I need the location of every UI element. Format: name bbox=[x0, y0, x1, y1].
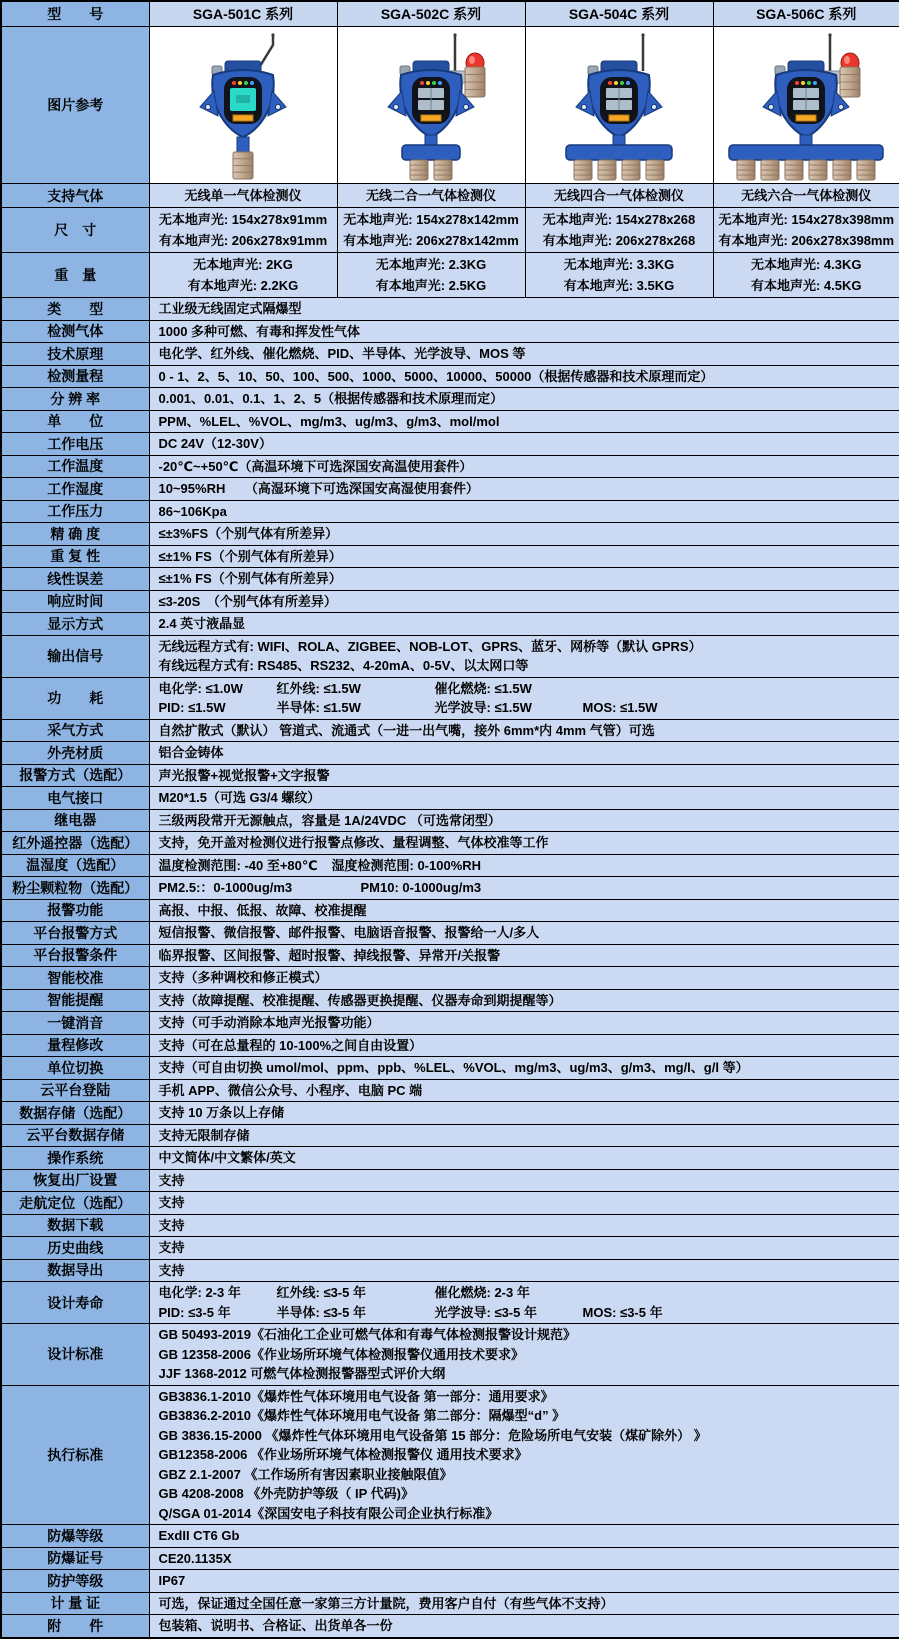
value-line: ≤±1% FS（个别气体有所差异） bbox=[158, 548, 342, 564]
value-line: 工业级无线固定式隔爆型 bbox=[158, 301, 302, 316]
model-column-header: SGA-506C 系列 bbox=[713, 1, 899, 27]
row-label: 平台报警方式 bbox=[1, 922, 149, 945]
compare-cell bbox=[337, 208, 525, 253]
row-value bbox=[149, 1615, 899, 1638]
row-value bbox=[149, 388, 899, 411]
spec-row bbox=[1, 1570, 899, 1593]
value-segment: 光学波导: ≤1.5W bbox=[434, 700, 532, 715]
value-line: 短信报警、微信报警、邮件报警、电脑语音报警、报警给一人/多人 bbox=[158, 925, 540, 940]
row-value bbox=[149, 478, 899, 501]
row-value bbox=[149, 1169, 899, 1192]
spec-row bbox=[1, 1547, 899, 1570]
row-label: 设计标准 bbox=[1, 1324, 149, 1386]
value-line: 支持无限制存储 bbox=[158, 1127, 250, 1143]
row-value bbox=[149, 1102, 899, 1125]
row-value bbox=[149, 787, 899, 810]
value-line: M20*1.5（可选 G3/4 螺纹） bbox=[158, 790, 321, 805]
cell-line: 有本地声光: 206x278x142mm bbox=[343, 233, 519, 248]
row-label: 线性误差 bbox=[1, 568, 149, 591]
row-value bbox=[149, 410, 899, 433]
row-value bbox=[149, 677, 899, 719]
model-column-header: SGA-504C 系列 bbox=[525, 1, 713, 27]
row-value bbox=[149, 613, 899, 636]
spec-row bbox=[1, 1385, 899, 1525]
value-line bbox=[159, 856, 891, 876]
row-label: 附 件 bbox=[1, 1615, 149, 1638]
value-segment: PID: ≤3-5 年 bbox=[158, 1304, 231, 1320]
value-line: -20℃~+50℃（高温环境下可选深国安高温使用套件） bbox=[158, 458, 473, 474]
row-value bbox=[149, 742, 899, 765]
value-line: GB 3836.15-2000 《爆炸性气体环境用电气设备第 15 部分：危险场所电气安装（煤矿除外） 》 bbox=[158, 1427, 707, 1443]
row-label: 响应时间 bbox=[1, 590, 149, 613]
row-value bbox=[149, 545, 899, 568]
row-value bbox=[149, 298, 899, 321]
value-segment: PID: ≤1.5W bbox=[158, 700, 226, 715]
row-value bbox=[149, 1057, 899, 1080]
row-label: 量程修改 bbox=[1, 1034, 149, 1057]
spec-row bbox=[1, 1124, 899, 1147]
row-label: 温湿度（选配） bbox=[1, 854, 149, 877]
value-segment: 半导体: ≤3-5 年 bbox=[276, 1304, 366, 1320]
value-line: CE20.1135X bbox=[158, 1550, 232, 1566]
cell-line: 无本地声光: 154x278x268 bbox=[542, 212, 696, 227]
row-value bbox=[149, 500, 899, 523]
spec-row bbox=[1, 298, 899, 321]
row-label: 一键消音 bbox=[1, 1012, 149, 1035]
row-label: 历史曲线 bbox=[1, 1237, 149, 1260]
value-line: 支持（可自由切换 umol/mol、ppm、ppb、%LEL、%VOL、mg/m3、ug/m3、g/m3、mg/l、g/l 等） bbox=[158, 1060, 749, 1075]
value-line: 铝合金铸体 bbox=[158, 745, 224, 760]
spec-row bbox=[1, 1592, 899, 1615]
compare-cell bbox=[713, 253, 899, 298]
product-image-cell-sga-504c bbox=[525, 27, 713, 184]
value-segment: PM10: 0-1000ug/m3 bbox=[360, 880, 482, 895]
compare-row bbox=[1, 208, 899, 253]
spec-row bbox=[1, 388, 899, 411]
spec-row bbox=[1, 1034, 899, 1057]
row-value bbox=[149, 523, 899, 546]
product-image-cell-sga-506c bbox=[713, 27, 899, 184]
value-line: GB3836.2-2010《爆炸性气体环境用电气设备 第二部分：隔爆型“d” 》 bbox=[158, 1408, 566, 1423]
value-line: Q/SGA 01-2014《深国安电子科技有限公司企业执行标准》 bbox=[158, 1505, 499, 1521]
value-line: 支持，免开盖对检测仪进行报警点修改、量程调整、气体校准等工作 bbox=[158, 835, 549, 850]
value-line: ≤3-20S （个别气体有所差异） bbox=[158, 593, 337, 609]
value-line: 自然扩散式（默认） 管道式、流通式（一进一出气嘴，接外 6mm*内 4mm 气管）可选 bbox=[158, 722, 655, 738]
value-line: IP67 bbox=[158, 1573, 186, 1588]
row-value bbox=[149, 455, 899, 478]
spec-row bbox=[1, 922, 899, 945]
row-label: 重 量 bbox=[1, 253, 149, 298]
row-label: 智能提醒 bbox=[1, 989, 149, 1012]
spec-row bbox=[1, 742, 899, 765]
spec-row bbox=[1, 764, 899, 787]
row-label: 工作湿度 bbox=[1, 478, 149, 501]
value-segment: 红外线: ≤1.5W bbox=[276, 680, 361, 696]
cell-line: 有本地声光: 2.5KG bbox=[375, 278, 487, 293]
value-line: 高报、中报、低报、故障、校准提醒 bbox=[158, 902, 367, 918]
spec-row bbox=[1, 719, 899, 742]
row-label: 检测气体 bbox=[1, 320, 149, 343]
value-line bbox=[159, 1283, 891, 1303]
row-label: 恢复出厂设置 bbox=[1, 1169, 149, 1192]
value-line: 支持 bbox=[158, 1240, 185, 1255]
row-value bbox=[149, 1079, 899, 1102]
value-segment: MOS: ≤1.5W bbox=[582, 700, 658, 715]
spec-row bbox=[1, 1237, 899, 1260]
spec-row bbox=[1, 568, 899, 591]
row-value bbox=[149, 1034, 899, 1057]
cell-line: 有本地声光: 206x278x268 bbox=[542, 233, 696, 248]
value-line: 0.001、0.01、0.1、1、2、5（根据传感器和技术原理而定） bbox=[158, 391, 504, 406]
value-segment: MOS: ≤3-5 年 bbox=[582, 1304, 663, 1320]
row-value bbox=[149, 832, 899, 855]
cell-line: 无线二合一气体检测仪 bbox=[365, 188, 496, 203]
row-label: 云平台登陆 bbox=[1, 1079, 149, 1102]
row-label: 计 量 证 bbox=[1, 1592, 149, 1615]
spec-row bbox=[1, 1615, 899, 1638]
row-label: 报警功能 bbox=[1, 899, 149, 922]
spec-row bbox=[1, 365, 899, 388]
row-label: 防爆证号 bbox=[1, 1547, 149, 1570]
row-value bbox=[149, 1324, 899, 1386]
value-line bbox=[159, 1303, 891, 1323]
compare-cell bbox=[337, 184, 525, 208]
value-segment: PM2.5:：0-1000ug/m3 bbox=[158, 880, 293, 895]
row-label: 操作系统 bbox=[1, 1147, 149, 1170]
value-line: ≤±3%FS（个别气体有所差异） bbox=[158, 526, 339, 541]
value-line: 手机 APP、微信公众号、小程序、电脑 PC 端 bbox=[158, 1082, 423, 1098]
spec-row bbox=[1, 809, 899, 832]
model-column-header: SGA-501C 系列 bbox=[149, 1, 337, 27]
value-segment: 温度检测范围: -40 至+80℃ bbox=[158, 857, 318, 873]
product-image-cell-sga-502c bbox=[337, 27, 525, 184]
row-label: 继电器 bbox=[1, 809, 149, 832]
cell-line: 无线四合一气体检测仪 bbox=[553, 188, 684, 203]
row-label: 功 耗 bbox=[1, 677, 149, 719]
cell-line: 有本地声光: 4.5KG bbox=[750, 278, 862, 293]
value-line bbox=[159, 698, 891, 718]
row-value bbox=[149, 568, 899, 591]
compare-cell bbox=[525, 253, 713, 298]
row-label: 数据下载 bbox=[1, 1214, 149, 1237]
model-header-row bbox=[1, 1, 899, 27]
row-label: 尺 寸 bbox=[1, 208, 149, 253]
row-value bbox=[149, 433, 899, 456]
row-value bbox=[149, 944, 899, 967]
compare-cell bbox=[337, 253, 525, 298]
value-line: 可选，保证通过全国任意一家第三方计量院，费用客户自付（有些气体不支持） bbox=[158, 1595, 614, 1611]
spec-row bbox=[1, 1324, 899, 1386]
product-illustration-SGA-501C bbox=[155, 31, 331, 181]
cell-line: 有本地声光: 206x278x91mm bbox=[158, 233, 328, 248]
row-value bbox=[149, 343, 899, 366]
spec-row bbox=[1, 613, 899, 636]
row-value bbox=[149, 1012, 899, 1035]
compare-cell bbox=[149, 253, 337, 298]
value-line: 86~106Kpa bbox=[158, 503, 227, 519]
image-row-label: 图片参考 bbox=[1, 27, 149, 184]
row-value bbox=[149, 719, 899, 742]
row-label: 外壳材质 bbox=[1, 742, 149, 765]
value-segment: 电化学: 2-3 年 bbox=[158, 1285, 241, 1300]
spec-row bbox=[1, 545, 899, 568]
value-line: 支持（故障提醒、校准提醒、传感器更换提醒、仪器寿命到期提醒等） bbox=[158, 992, 562, 1008]
value-segment: 光学波导: ≤3-5 年 bbox=[434, 1304, 537, 1320]
value-line: 有线远程方式有: RS485、RS232、4-20mA、0-5V、以太网口等 bbox=[158, 658, 529, 673]
value-line: DC 24V（12-30V） bbox=[158, 436, 272, 451]
row-value bbox=[149, 1385, 899, 1525]
value-line: 支持 bbox=[158, 1195, 185, 1210]
value-line: GB3836.1-2010《爆炸性气体环境用电气设备 第一部分：通用要求》 bbox=[158, 1388, 554, 1404]
spec-row bbox=[1, 343, 899, 366]
value-line: 支持 bbox=[158, 1172, 185, 1188]
value-line: GB 4208-2008 《外壳防护等级（ IP 代码)》 bbox=[158, 1486, 414, 1501]
value-segment: 催化燃烧: ≤1.5W bbox=[434, 680, 532, 696]
spec-row bbox=[1, 1282, 899, 1324]
row-label: 工作电压 bbox=[1, 433, 149, 456]
row-label: 采气方式 bbox=[1, 719, 149, 742]
row-label: 执行标准 bbox=[1, 1385, 149, 1525]
cell-line: 无本地声光: 2.3KG bbox=[375, 257, 487, 272]
value-line: 支持（可在总量程的 10-100%之间自由设置） bbox=[158, 1037, 423, 1053]
row-label: 重 复 性 bbox=[1, 545, 149, 568]
value-line: 2.4 英寸液晶显 bbox=[158, 616, 246, 631]
compare-cell bbox=[525, 208, 713, 253]
product-illustration-SGA-502C bbox=[343, 31, 519, 181]
row-label: 报警方式（选配） bbox=[1, 764, 149, 787]
value-line bbox=[159, 878, 891, 898]
compare-cell bbox=[713, 208, 899, 253]
model-column-header: SGA-502C 系列 bbox=[337, 1, 525, 27]
value-line: 电化学、红外线、催化燃烧、PID、半导体、光学波导、MOS 等 bbox=[158, 346, 526, 361]
row-label: 走航定位（选配） bbox=[1, 1192, 149, 1215]
value-line: 0 - 1、2、5、10、50、100、500、1000、5000、10000、50000（根据传感器和技术原理而定） bbox=[158, 368, 714, 384]
row-value bbox=[149, 1214, 899, 1237]
value-segment: 湿度检测范围: 0-100%RH bbox=[331, 857, 482, 873]
row-value bbox=[149, 1547, 899, 1570]
value-line: 支持 bbox=[158, 1217, 185, 1233]
cell-line: 无本地声光: 154x278x142mm bbox=[343, 212, 519, 227]
spec-row bbox=[1, 854, 899, 877]
value-segment: 半导体: ≤1.5W bbox=[276, 700, 361, 715]
value-line: ExdII CT6 Gb bbox=[158, 1528, 240, 1543]
row-label: 设计寿命 bbox=[1, 1282, 149, 1324]
spec-row bbox=[1, 1102, 899, 1125]
spec-row bbox=[1, 899, 899, 922]
row-label: 技术原理 bbox=[1, 343, 149, 366]
cell-line: 无本地声光: 2KG bbox=[193, 257, 293, 272]
value-line: 支持（可手动消除本地声光报警功能） bbox=[158, 1015, 380, 1030]
row-label: 工作温度 bbox=[1, 455, 149, 478]
spec-row bbox=[1, 635, 899, 677]
spec-row bbox=[1, 455, 899, 478]
value-line: 三级两段常开无源触点，容量是 1A/24VDC （可选常闭型） bbox=[158, 812, 501, 828]
compare-cell bbox=[713, 184, 899, 208]
spec-row bbox=[1, 1012, 899, 1035]
value-line: 支持 10 万条以上存储 bbox=[158, 1105, 285, 1120]
row-label: 检测量程 bbox=[1, 365, 149, 388]
compare-cell bbox=[525, 184, 713, 208]
image-row bbox=[1, 27, 899, 184]
spec-row bbox=[1, 677, 899, 719]
spec-row bbox=[1, 523, 899, 546]
spec-row bbox=[1, 1259, 899, 1282]
product-illustration-SGA-504C bbox=[531, 31, 707, 181]
value-line: JJF 1368-2012 可燃气体检测报警器型式评价大纲 bbox=[158, 1366, 446, 1381]
value-line: 支持 bbox=[158, 1262, 185, 1278]
spec-row bbox=[1, 944, 899, 967]
cell-line: 无线单一气体检测仪 bbox=[184, 188, 302, 203]
spec-row bbox=[1, 832, 899, 855]
spec-row bbox=[1, 877, 899, 900]
value-line bbox=[159, 679, 891, 699]
cell-line: 有本地声光: 3.5KG bbox=[563, 278, 675, 293]
spec-row bbox=[1, 1169, 899, 1192]
row-value bbox=[149, 967, 899, 990]
spec-row bbox=[1, 1192, 899, 1215]
value-line: PPM、%LEL、%VOL、mg/m3、ug/m3、g/m3、mol/mol bbox=[158, 413, 500, 429]
row-value bbox=[149, 1525, 899, 1548]
spec-row bbox=[1, 1147, 899, 1170]
value-segment: 红外线: ≤3-5 年 bbox=[276, 1285, 366, 1300]
row-value bbox=[149, 1259, 899, 1282]
value-line: 中文简体/中文繁体/英文 bbox=[158, 1150, 296, 1165]
cell-line: 无线六合一气体检测仪 bbox=[741, 188, 872, 203]
row-label: 平台报警条件 bbox=[1, 944, 149, 967]
cell-line: 无本地声光: 4.3KG bbox=[750, 257, 862, 272]
row-value bbox=[149, 989, 899, 1012]
row-value bbox=[149, 899, 899, 922]
row-value bbox=[149, 922, 899, 945]
row-value bbox=[149, 764, 899, 787]
row-label: 类 型 bbox=[1, 298, 149, 321]
row-value bbox=[149, 635, 899, 677]
row-label: 粉尘颗粒物（选配） bbox=[1, 877, 149, 900]
row-label: 单位切换 bbox=[1, 1057, 149, 1080]
row-label: 防护等级 bbox=[1, 1570, 149, 1593]
row-value bbox=[149, 365, 899, 388]
row-value bbox=[149, 1237, 899, 1260]
row-label: 红外遥控器（选配） bbox=[1, 832, 149, 855]
compare-row bbox=[1, 184, 899, 208]
row-label: 云平台数据存储 bbox=[1, 1124, 149, 1147]
value-line: GBZ 2.1-2007 《工作场所有害因素职业接触限值》 bbox=[158, 1466, 453, 1482]
value-line: 支持（多种调校和修正模式） bbox=[158, 970, 328, 985]
compare-cell bbox=[149, 184, 337, 208]
spec-row bbox=[1, 1214, 899, 1237]
row-value bbox=[149, 1282, 899, 1324]
row-label: 支持气体 bbox=[1, 184, 149, 208]
spec-row bbox=[1, 787, 899, 810]
model-row-label: 型 号 bbox=[1, 1, 149, 27]
spec-row bbox=[1, 1079, 899, 1102]
row-label: 分 辨 率 bbox=[1, 388, 149, 411]
product-image-cell-sga-501c bbox=[149, 27, 337, 184]
spec-row bbox=[1, 478, 899, 501]
cell-line: 无本地声光: 154x278x398mm bbox=[718, 212, 895, 227]
cell-line: 无本地声光: 3.3KG bbox=[563, 257, 675, 272]
value-segment: 电化学: ≤1.0W bbox=[158, 680, 243, 696]
value-line: 无线远程方式有: WIFI、ROLA、ZIGBEE、NOB-LOT、GPRS、蓝牙、网桥等（默认 GPRS） bbox=[158, 638, 702, 654]
value-line: 包装箱、说明书、合格证、出货单各一份 bbox=[158, 1618, 393, 1633]
row-value bbox=[149, 320, 899, 343]
row-value bbox=[149, 1147, 899, 1170]
row-value bbox=[149, 1124, 899, 1147]
spec-row bbox=[1, 989, 899, 1012]
row-label: 电气接口 bbox=[1, 787, 149, 810]
row-label: 防爆等级 bbox=[1, 1525, 149, 1548]
cell-line: 无本地声光: 154x278x91mm bbox=[158, 212, 328, 227]
compare-cell bbox=[149, 208, 337, 253]
row-label: 工作压力 bbox=[1, 500, 149, 523]
value-line: 声光报警+视觉报警+文字报警 bbox=[158, 767, 330, 783]
row-label: 单 位 bbox=[1, 410, 149, 433]
value-line: 10~95%RH （高湿环境下可选深国安高湿使用套件） bbox=[158, 481, 479, 496]
spec-row bbox=[1, 967, 899, 990]
cell-line: 有本地声光: 2.2KG bbox=[187, 278, 299, 293]
row-value bbox=[149, 1570, 899, 1593]
value-line: GB12358-2006 《作业场所环境气体检测报警仪 通用技术要求》 bbox=[158, 1447, 528, 1462]
row-value bbox=[149, 1592, 899, 1615]
spec-row bbox=[1, 590, 899, 613]
spec-row bbox=[1, 410, 899, 433]
value-line: 1000 多种可燃、有毒和挥发性气体 bbox=[158, 323, 361, 339]
row-value bbox=[149, 809, 899, 832]
row-value bbox=[149, 590, 899, 613]
value-line: 临界报警、区间报警、超时报警、掉线报警、异常开/关报警 bbox=[158, 947, 501, 963]
spec-row bbox=[1, 1525, 899, 1548]
spec-row bbox=[1, 433, 899, 456]
row-value bbox=[149, 854, 899, 877]
row-label: 智能校准 bbox=[1, 967, 149, 990]
spec-row bbox=[1, 500, 899, 523]
compare-row bbox=[1, 253, 899, 298]
spec-row bbox=[1, 1057, 899, 1080]
value-segment: 催化燃烧: 2-3 年 bbox=[434, 1285, 530, 1300]
row-value bbox=[149, 877, 899, 900]
product-illustration-SGA-506C bbox=[718, 31, 894, 181]
row-label: 输出信号 bbox=[1, 635, 149, 677]
spec-row bbox=[1, 320, 899, 343]
row-label: 数据导出 bbox=[1, 1259, 149, 1282]
row-label: 数据存储（选配） bbox=[1, 1102, 149, 1125]
row-label: 精 确 度 bbox=[1, 523, 149, 546]
cell-line: 有本地声光: 206x278x398mm bbox=[718, 233, 895, 248]
row-label: 显示方式 bbox=[1, 613, 149, 636]
row-value bbox=[149, 1192, 899, 1215]
value-line: GB 12358-2006《作业场所环境气体检测报警仪通用技术要求》 bbox=[158, 1346, 525, 1362]
value-line: ≤±1% FS（个别气体有所差异） bbox=[158, 571, 342, 586]
value-line: GB 50493-2019《石油化工企业可燃气体和有毒气体检测报警设计规范》 bbox=[158, 1327, 577, 1342]
